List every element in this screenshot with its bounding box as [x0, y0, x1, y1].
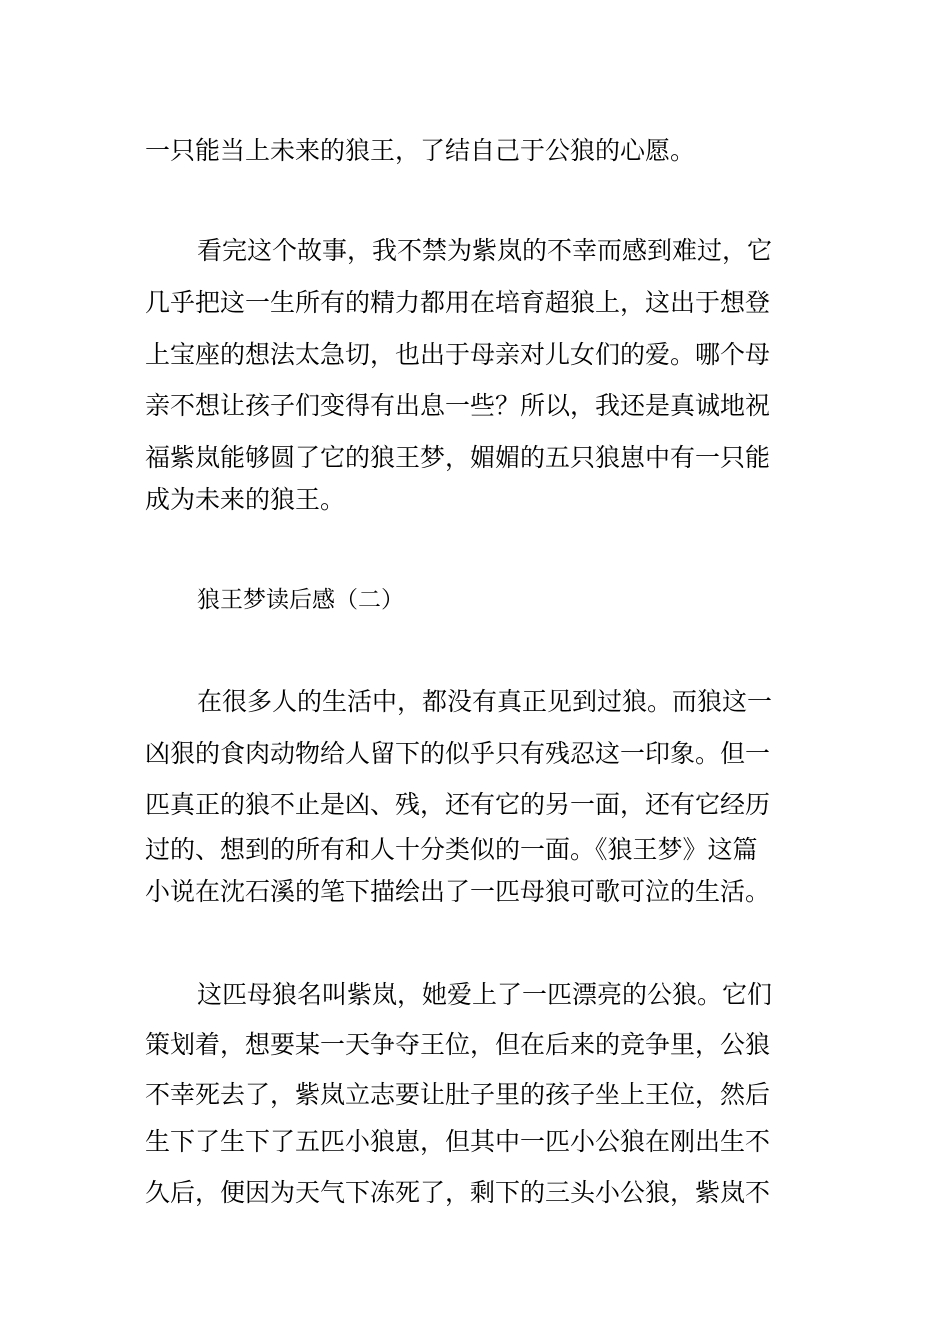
text-line-13: 小说在沈石溪的笔下描绘出了一匹母狼可歌可泣的生活。 — [145, 877, 771, 906]
text-line-9: 在很多人的生活中，都没有真正见到过狼。而狼这一 — [197, 687, 773, 716]
text-line-6: 福紫岚能够圆了它的狼王梦，媚媚的五只狼崽中有一只能 — [145, 443, 771, 472]
text-line-17: 生下了生下了五匹小狼崽，但其中一匹小公狼在刚出生不 — [145, 1127, 771, 1156]
text-line-7: 成为未来的狼王。 — [145, 485, 346, 514]
text-line-2: 看完这个故事，我不禁为紫岚的不幸而感到难过，它 — [197, 236, 773, 265]
text-line-16: 不幸死去了，紫岚立志要让肚子里的孩子坐上王位，然后 — [145, 1080, 771, 1109]
section-heading: 狼王梦读后感（二） — [197, 587, 404, 613]
text-line-4: 上宝座的想法太急切，也出于母亲对儿女们的爱。哪个母 — [145, 340, 771, 369]
text-line-15: 策划着，想要某一天争夺王位，但在后来的竞争里，公狼 — [145, 1030, 771, 1059]
text-line-3: 几乎把这一生所有的精力都用在培育超狼上，这出于想登 — [145, 288, 771, 317]
text-line-11: 匹真正的狼不止是凶、残，还有它的另一面，还有它经历 — [145, 790, 771, 819]
text-line-14: 这匹母狼名叫紫岚，她爱上了一匹漂亮的公狼。它们 — [197, 980, 773, 1009]
text-line-12: 过的、想到的所有和人十分类似的一面。《狼王梦》这篇 — [145, 835, 758, 864]
text-line-10: 凶狠的食肉动物给人留下的似乎只有残忍这一印象。但一 — [145, 739, 771, 768]
text-line-18: 久后，便因为天气下冻死了，剩下的三头小公狼，紫岚不 — [145, 1178, 771, 1207]
text-line-5: 亲不想让孩子们变得有出息一些？所以，我还是真诚地祝 — [145, 391, 771, 420]
text-line-1: 一只能当上未来的狼王，了结自己于公狼的心愿。 — [145, 136, 696, 165]
